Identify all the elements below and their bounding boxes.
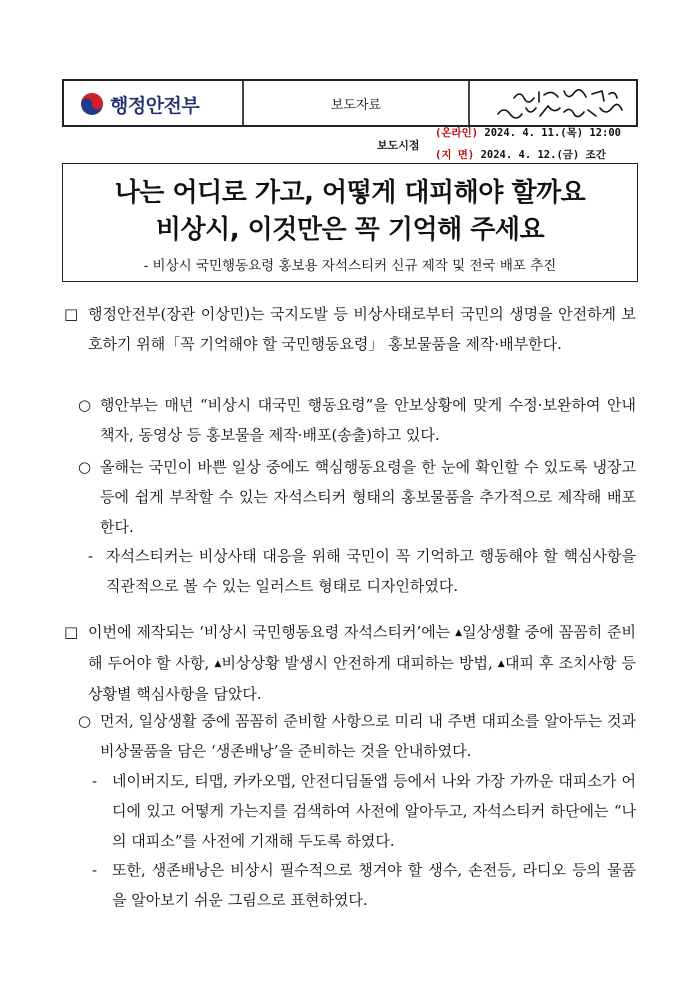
release-online-row (435, 125, 621, 140)
title-box (62, 163, 638, 282)
paragraph-2a: 먼저, 일상생활 중에 꼼꼼히 준비할 사항으로 미리 내 주변 대피소를 알아두는 것과 비상물품을 담은 ‘생존배낭’을 준비하는 것을 안내하였다. (100, 712, 636, 760)
paragraph-2-item-1: 일상생활 중에 꼼꼼히 준비해 두어야 할 사항, (88, 623, 637, 672)
doc-type-label: 보도자료 (330, 97, 382, 113)
header-box (62, 79, 638, 127)
circle-bullet: ○ (78, 396, 92, 414)
square-bullet: □ (64, 623, 79, 641)
ministry-logo (80, 90, 199, 118)
triangle-bullet-icon: ▲ (455, 628, 463, 638)
online-time: 2024. 4. 11.(목) 12:00 (484, 127, 621, 139)
paragraph-2 (88, 617, 636, 709)
paragraph-1b1: 자석스티커는 비상사태 대응을 위해 국민이 꼭 기억하고 행동해야 할 핵심사항을 직관적으로 볼 수 있는 일러스트 형태로 디자인하였다. (106, 547, 636, 595)
circle-bullet: ○ (78, 712, 92, 730)
release-print-row (435, 147, 606, 162)
paragraph-2-intro: 이번에 제작되는 ‘비상시 국민행동요령 자석스티커’에는 (88, 623, 456, 641)
paragraph-1a: 행안부는 매년 “비상시 대국민 행동요령”을 안보상황에 맞게 수정·보완하여 안내책자, 동영상 등 홍보물을 제작·배포(송출)하고 있다. (100, 396, 636, 444)
dash-bullet: - (88, 547, 94, 565)
subtitle: - 비상시 국민행동요령 홍보용 자석스티커 신규 제작 및 전국 배포 추진 (143, 258, 557, 274)
dash-bullet: - (92, 861, 98, 879)
headline-line-2: 비상시, 이것만은 꼭 기억해 주세요 (155, 215, 545, 245)
handwritten-slogan (484, 86, 632, 122)
header-divider (468, 81, 470, 125)
print-time: 2024. 4. 12.(금) 조간 (480, 149, 606, 161)
square-bullet: □ (64, 305, 79, 323)
paragraph-2-item-2: 비상상황 발생시 안전하게 대피하는 방법, (221, 654, 498, 672)
taegeuk-emblem-icon (80, 92, 104, 116)
triangle-bullet-icon: ▲ (497, 659, 505, 669)
circle-bullet: ○ (78, 458, 92, 476)
paragraph-2a2: 또한, 생존배낭은 비상시 필수적으로 챙겨야 할 생수, 손전등, 라디오 등의 물품을 알아보기 쉬운 그림으로 표현하였다. (112, 861, 636, 909)
headline-line-1: 나는 어디로 가고, 어떻게 대피해야 할까요 (114, 178, 586, 208)
triangle-bullet-icon: ▲ (214, 659, 222, 669)
slogan-calligraphy-icon (484, 86, 632, 122)
paragraph-2a1: 네이버지도, 티맵, 카카오맵, 안전디딤돌앱 등에서 나와 가장 가까운 대피소가 어디에 있고 어떻게 가는지를 검색하여 사전에 알아두고, 자석스티커 하단에는 “나의 대피소”를 사전에 기재해 두도록 하였다. (112, 772, 636, 850)
ministry-name: 행정안전부 (110, 94, 200, 117)
paragraph-1b: 올해는 국민이 바쁜 일상 중에도 핵심행동요령을 한 눈에 확인할 수 있도록 냉장고 등에 쉽게 부착할 수 있는 자석스티커 형태의 홍보물품을 추가적으로 제작해 배포한다. (100, 458, 636, 536)
print-tag: (지 면) (435, 149, 475, 161)
dash-bullet: - (92, 772, 98, 790)
online-tag: (온라인) (435, 127, 479, 139)
paragraph-1: 행정안전부(장관 이상민)는 국지도발 등 비상사태로부터 국민의 생명을 안전하게 보호하기 위해「꼭 기억해야 할 국민행동요령」 홍보물품을 제작·배부한다. (88, 305, 636, 353)
release-timing-label: 보도시점 (377, 139, 420, 152)
paragraph-2-item-3: 대피 후 조치사항 등 상황별 핵심사항을 담았다. (88, 654, 636, 703)
